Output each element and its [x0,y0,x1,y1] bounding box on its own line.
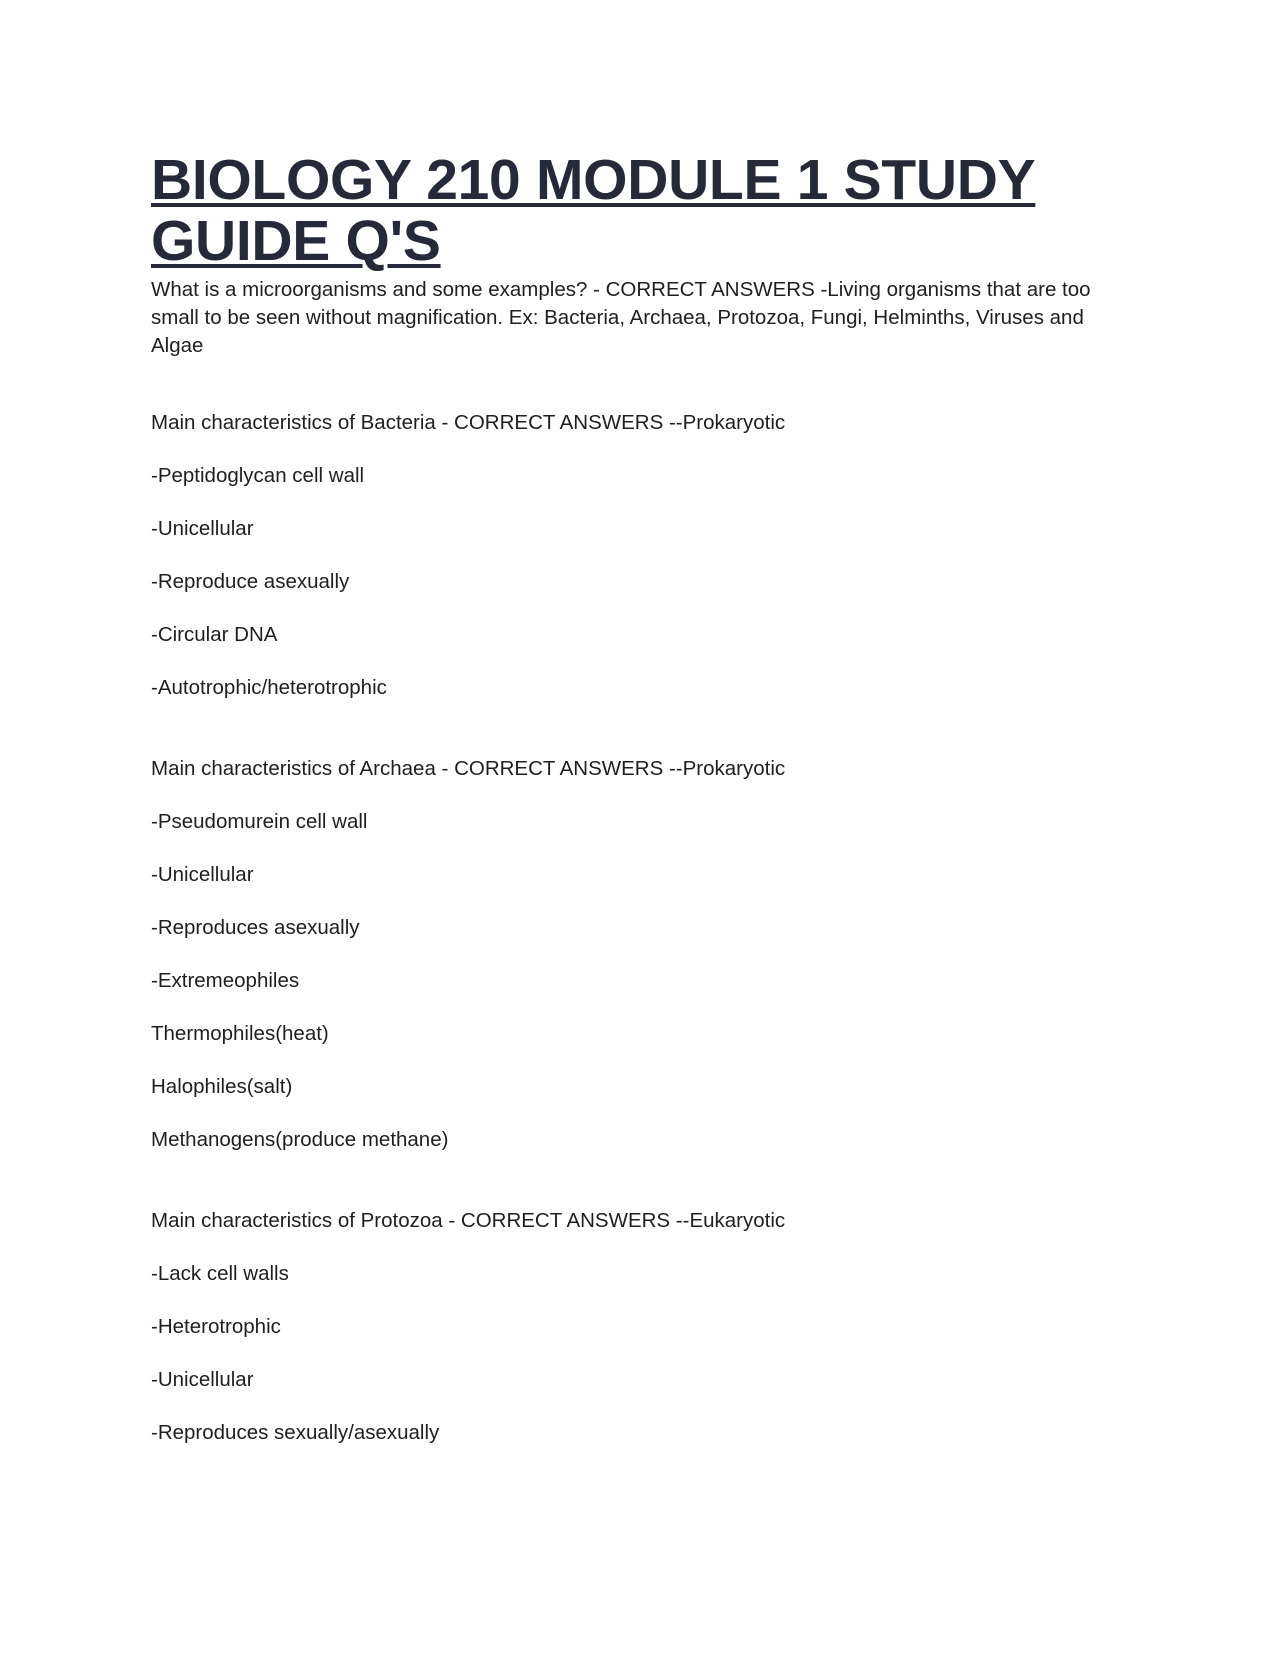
list-item: Methanogens(produce methane) [151,1128,449,1151]
list-item: Thermophiles(heat) [151,1022,329,1045]
list-item: -Extremeophiles [151,969,300,992]
section-heading: Main characteristics of Protozoa - CORRECT ANSWERS --Eukaryotic [151,1209,786,1232]
document-title: BIOLOGY 210 MODULE 1 STUDY GUIDE Q'S [151,148,1036,273]
list-item: -Reproduces sexually/asexually [151,1421,440,1444]
section-heading: Main characteristics of Archaea - CORRECT ANSWERS --Prokaryotic [151,757,786,780]
list-item: -Reproduces asexually [151,916,360,939]
list-item: -Autotrophic/heterotrophic [151,676,387,699]
list-item: -Circular DNA [151,623,278,646]
section-protozoa [151,1207,1131,1447]
list-item: -Lack cell walls [151,1262,289,1285]
list-item: -Peptidoglycan cell wall [151,464,365,487]
document-page [151,150,1131,1472]
list-item: -Reproduce asexually [151,570,350,593]
intro-question: What is a microorganisms and some examples? - CORRECT ANSWERS -Living organisms that are too small to be seen without magnification. Ex: Bacteria, Archaea, Protozoa, Fungi, Helminths, Viruses and Algae [151,278,1091,357]
section-heading: Main characteristics of Bacteria - CORRECT ANSWERS --Prokaryotic [151,411,786,434]
list-item: Halophiles(salt) [151,1075,293,1098]
list-item: -Unicellular [151,1368,254,1391]
list-item: -Unicellular [151,863,254,886]
list-item: -Unicellular [151,517,254,540]
list-item: -Pseudomurein cell wall [151,810,368,833]
list-item: -Heterotrophic [151,1315,281,1338]
section-bacteria [151,409,1131,702]
section-archaea [151,755,1131,1154]
